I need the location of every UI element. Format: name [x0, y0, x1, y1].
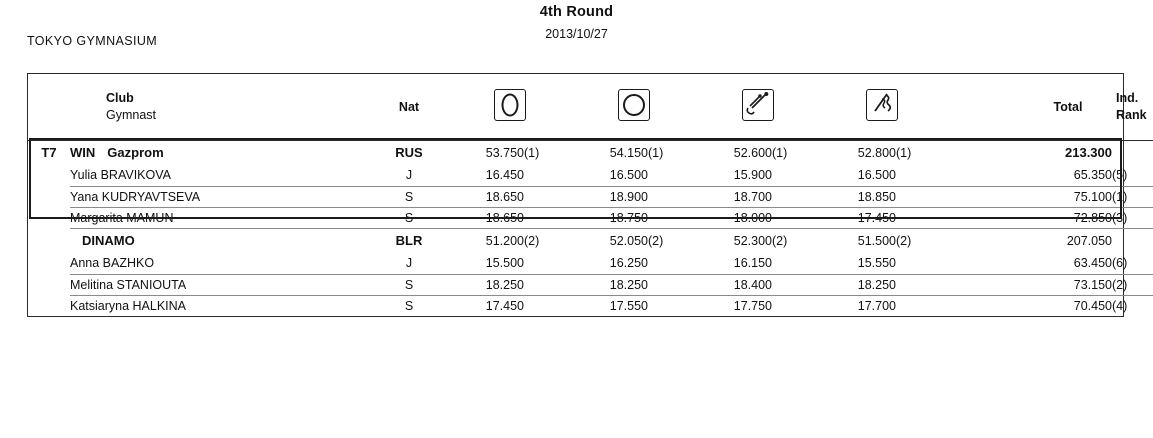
gymnast-score-ball: 18.750 — [572, 207, 648, 228]
team-score-clubs: 52.300 — [733, 233, 772, 248]
gymnast-category: S — [370, 274, 448, 295]
gymnast-total: 63.450 — [1024, 253, 1112, 274]
spacer-cell — [944, 165, 1024, 186]
row-rank-spacer — [28, 207, 70, 228]
team-score-hoop: 51.200 — [485, 233, 524, 248]
gymnast-total: 72.850 — [1024, 207, 1112, 228]
header-club-label: Club — [106, 90, 134, 105]
team-nat: BLR — [395, 233, 423, 249]
gymnast-ind-rank: (2) — [1112, 274, 1153, 295]
gymnast-ind-rank: (6) — [1112, 253, 1153, 274]
gymnast-score-hoop: 17.450 — [485, 298, 524, 313]
gymnast-name: Margarita MAMUN — [70, 207, 370, 228]
gymnast-score-ribbon: 15.550 — [820, 253, 896, 274]
row-rank-spacer — [28, 253, 70, 274]
gymnast-score-clubs: 18.000 — [696, 207, 772, 228]
gymnast-place-ball — [648, 186, 696, 207]
gymnast-name: Anna BAZHKO — [70, 253, 370, 274]
team-name-cell — [70, 228, 370, 253]
header-rank-cell — [28, 74, 70, 140]
gymnast-place-clubs — [772, 165, 820, 186]
venue-name: TOKYO GYMNASIUM — [27, 34, 158, 48]
gymnast-category: S — [404, 298, 414, 313]
gymnast-place-clubs — [772, 274, 820, 295]
gymnast-name: Melitina STANIOUTA — [70, 274, 370, 295]
table-row — [28, 186, 1153, 207]
team-score-hoop: 53.750 — [485, 145, 524, 160]
header-apparatus-clubs — [696, 74, 820, 140]
team-name-cell — [70, 140, 370, 165]
gymnast-total: 70.450 — [1073, 298, 1112, 313]
gymnast-score-ball: 18.900 — [572, 186, 648, 207]
team-place-clubs: (1) — [772, 145, 788, 160]
gymnast-place-hoop — [524, 186, 572, 207]
team-score-clubs: 52.600 — [733, 145, 772, 160]
team-place-ball: (2) — [648, 233, 664, 248]
gymnast-ind-rank: (5) — [1112, 165, 1153, 186]
team-rank — [28, 228, 70, 253]
header-ind-rank-cell — [1112, 74, 1153, 140]
gymnast-ind-rank: (3) — [1112, 207, 1153, 228]
gymnast-name: Katsiaryna HALKINA — [70, 298, 187, 313]
gymnast-place-hoop — [524, 274, 572, 295]
team-ind-rank — [1112, 140, 1153, 165]
header-club-gymnast-cell — [70, 74, 370, 140]
gymnast-place-hoop — [524, 165, 572, 186]
gymnast-place-ribbon — [896, 274, 944, 295]
team-score-ball: 54.150 — [609, 145, 648, 160]
ribbon-icon — [866, 89, 898, 121]
team-place-ribbon: (1) — [896, 145, 912, 160]
team-place-ball: (1) — [648, 145, 664, 160]
table-row — [28, 274, 1153, 295]
gymnast-score-hoop: 15.500 — [448, 253, 524, 274]
gymnast-score-clubs: 18.400 — [696, 274, 772, 295]
row-rank-spacer — [28, 295, 70, 316]
gymnast-place-ribbon — [896, 207, 944, 228]
table-row — [28, 295, 1153, 316]
header-spacer-cell — [944, 74, 1024, 140]
gymnast-score-ribbon: 17.450 — [820, 207, 896, 228]
win-tag: WIN — [70, 145, 96, 161]
header-rank-label: Rank — [1116, 107, 1147, 122]
gymnast-category: S — [370, 207, 448, 228]
gymnast-place-ball — [648, 253, 696, 274]
gymnast-place-clubs — [772, 186, 820, 207]
gymnast-total: 75.100 — [1024, 186, 1112, 207]
gymnast-category: J — [370, 165, 448, 186]
team-total: 213.300 — [1065, 145, 1112, 161]
row-rank-spacer — [28, 165, 70, 186]
results-table — [28, 74, 1153, 316]
team-rank: T7 — [41, 145, 57, 161]
gymnast-score-hoop: 18.250 — [448, 274, 524, 295]
spacer-cell — [944, 207, 1024, 228]
header-ind-label: Ind. — [1116, 90, 1139, 105]
gymnast-score-hoop: 16.450 — [448, 165, 524, 186]
gymnast-score-ribbon: 17.700 — [857, 298, 896, 313]
table-row — [28, 165, 1153, 186]
spacer-cell — [944, 253, 1024, 274]
ball-icon — [618, 89, 650, 121]
table-header-row — [28, 74, 1153, 140]
gymnast-place-ball — [648, 295, 696, 316]
gymnast-score-clubs: 17.750 — [733, 298, 772, 313]
team-place-hoop: (1) — [524, 145, 540, 160]
gymnast-score-ribbon: 18.850 — [820, 186, 896, 207]
clubs-icon — [742, 89, 774, 121]
gymnast-place-ball — [648, 207, 696, 228]
team-place-ribbon: (2) — [896, 233, 912, 248]
header-nat-label: Nat — [370, 74, 448, 140]
gymnast-place-ribbon — [896, 253, 944, 274]
table-row — [28, 228, 1153, 253]
gymnast-place-hoop — [524, 295, 572, 316]
page-title: 4th Round — [539, 4, 614, 20]
gymnast-name: Yulia BRAVIKOVA — [70, 165, 370, 186]
team-place-hoop: (2) — [524, 233, 540, 248]
header-apparatus-ribbon — [820, 74, 944, 140]
team-total: 207.050 — [1066, 233, 1112, 248]
gymnast-total: 73.150 — [1024, 274, 1112, 295]
gymnast-place-clubs — [772, 207, 820, 228]
gymnast-score-hoop: 18.650 — [448, 207, 524, 228]
gymnast-score-ribbon: 16.500 — [820, 165, 896, 186]
gymnast-category: S — [370, 186, 448, 207]
gymnast-score-ball: 18.250 — [572, 274, 648, 295]
gymnast-category: J — [370, 253, 448, 274]
gymnast-place-clubs — [772, 253, 820, 274]
gymnast-place-ribbon — [896, 295, 944, 316]
gymnast-score-ball: 16.500 — [572, 165, 648, 186]
team-ind-rank — [1112, 228, 1153, 253]
team-place-clubs: (2) — [772, 233, 788, 248]
spacer-cell — [944, 228, 1024, 253]
spacer-cell — [944, 295, 1024, 316]
team-name: Gazprom — [107, 145, 164, 161]
team-nat: RUS — [395, 145, 423, 161]
header-total-label: Total — [1024, 74, 1112, 140]
team-score-ribbon: 51.500 — [857, 233, 896, 248]
gymnast-name: Yana KUDRYAVTSEVA — [70, 186, 370, 207]
gymnast-score-clubs: 15.900 — [696, 165, 772, 186]
gymnast-total: 65.350 — [1024, 165, 1112, 186]
gymnast-place-ribbon — [896, 165, 944, 186]
row-rank-spacer — [28, 274, 70, 295]
gymnast-place-ball — [648, 274, 696, 295]
gymnast-ind-rank: (4) — [1112, 298, 1128, 313]
header-apparatus-ball — [572, 74, 696, 140]
spacer-cell — [944, 274, 1024, 295]
table-row — [28, 207, 1153, 228]
results-table-frame — [27, 73, 1147, 317]
gymnast-score-hoop: 18.650 — [448, 186, 524, 207]
gymnast-ind-rank: (1) — [1112, 186, 1153, 207]
gymnast-place-hoop — [524, 207, 572, 228]
table-row — [28, 140, 1153, 165]
team-name: DINAMO — [82, 233, 135, 249]
header-apparatus-hoop — [448, 74, 572, 140]
spacer-cell — [944, 140, 1024, 165]
gymnast-place-ribbon — [896, 186, 944, 207]
event-date: 2013/10/27 — [545, 27, 608, 41]
gymnast-place-ball — [648, 165, 696, 186]
header-gymnast-label: Gymnast — [106, 107, 157, 122]
row-rank-spacer — [28, 186, 70, 207]
gymnast-score-ribbon: 18.250 — [820, 274, 896, 295]
gymnast-score-clubs: 16.150 — [696, 253, 772, 274]
table-row — [28, 253, 1153, 274]
gymnast-place-clubs — [772, 295, 820, 316]
gymnast-score-ball: 17.550 — [609, 298, 648, 313]
gymnast-place-hoop — [524, 253, 572, 274]
team-score-ball: 52.050 — [609, 233, 648, 248]
gymnast-score-ball: 16.250 — [572, 253, 648, 274]
hoop-icon — [494, 89, 526, 121]
spacer-cell — [944, 186, 1024, 207]
team-score-ribbon: 52.800 — [857, 145, 896, 160]
gymnast-score-clubs: 18.700 — [696, 186, 772, 207]
